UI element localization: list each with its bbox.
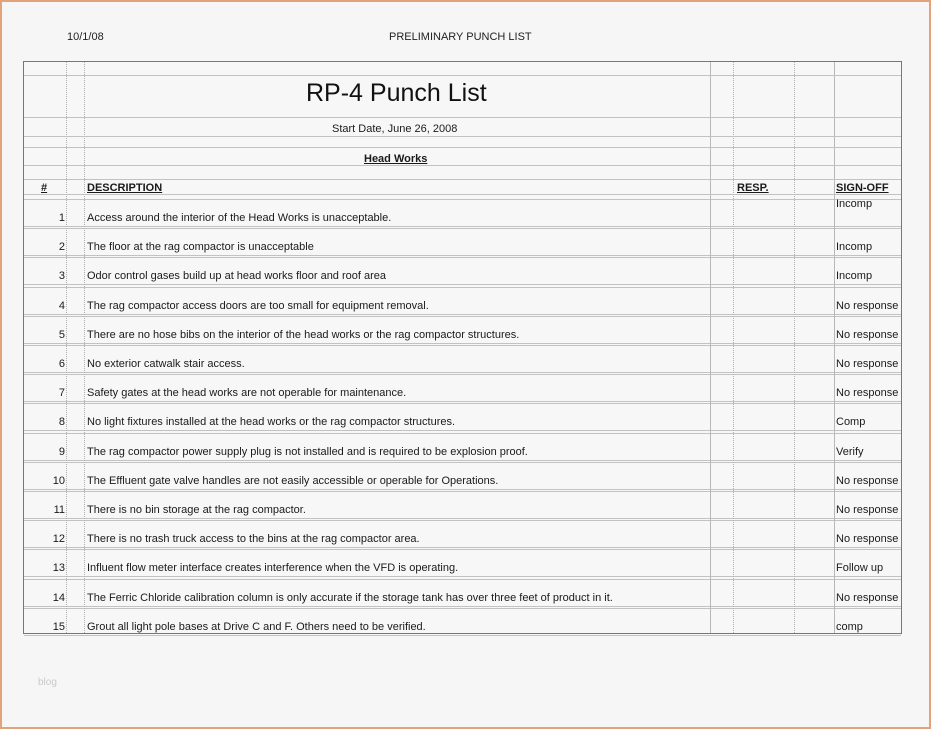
item-description: Influent flow meter interface creates interference when the VFD is operating. xyxy=(87,562,459,575)
column-header-number: # xyxy=(41,182,48,194)
item-description: No light fixtures installed at the head works or the rag compactor structures. xyxy=(87,416,456,429)
item-signoff: comp xyxy=(836,620,863,633)
grid-row-line xyxy=(24,608,901,609)
page-title: RP-4 Punch List xyxy=(306,79,487,107)
grid-row-line xyxy=(24,403,901,404)
item-number: 3 xyxy=(58,270,65,283)
grid-row-line xyxy=(24,547,901,548)
item-number: 9 xyxy=(58,445,65,458)
print-date: 10/1/08 xyxy=(67,31,104,43)
item-description: Safety gates at the head works are not operable for maintenance. xyxy=(87,387,407,400)
grid-row-line xyxy=(24,460,901,461)
item-description: There are no hose bibs on the interior of the head works or the rag compactor structures. xyxy=(87,328,520,341)
grid-row-line xyxy=(24,228,901,229)
item-number: 15 xyxy=(52,620,65,633)
column-header-resp: RESP. xyxy=(737,182,769,194)
grid-row-line xyxy=(24,194,901,195)
grid-row-line xyxy=(24,226,901,227)
grid-row-line xyxy=(24,491,901,492)
print-title: PRELIMINARY PUNCH LIST xyxy=(389,31,532,43)
grid-row-line xyxy=(24,147,901,148)
item-description: The Effluent gate valve handles are not easily accessible or operable for Operations. xyxy=(87,474,499,487)
item-number: 10 xyxy=(52,474,65,487)
grid-row-line xyxy=(24,462,901,463)
grid-row-line xyxy=(24,179,901,180)
grid-row-line xyxy=(24,117,901,118)
item-number: 8 xyxy=(58,416,65,429)
grid-row-line xyxy=(24,136,901,137)
grid-row-line xyxy=(24,257,901,258)
item-number: 5 xyxy=(58,328,65,341)
item-number: 4 xyxy=(58,299,65,312)
item-signoff: No response xyxy=(836,504,899,516)
grid-row-line xyxy=(24,520,901,521)
watermark: blog xyxy=(38,677,57,688)
item-description: Access around the interior of the Head Works is unacceptable. xyxy=(87,212,392,224)
grid-row-line xyxy=(24,579,901,580)
item-signoff: No response xyxy=(836,591,899,604)
item-signoff: Incomp xyxy=(836,198,873,210)
item-description: The floor at the rag compactor is unacceptable xyxy=(87,241,314,254)
column-header-signoff: SIGN-OFF xyxy=(836,182,889,194)
item-signoff: No response xyxy=(836,358,899,370)
grid-row-line xyxy=(24,401,901,402)
item-description: There is no bin storage at the rag compactor. xyxy=(87,504,306,516)
item-signoff: No response xyxy=(836,533,899,546)
item-number: 6 xyxy=(58,358,65,370)
start-date: Start Date, June 26, 2008 xyxy=(332,123,458,135)
item-signoff: Comp xyxy=(836,416,866,429)
item-number: 13 xyxy=(52,562,65,575)
grid-row-line xyxy=(24,75,901,76)
item-number: 11 xyxy=(53,504,65,516)
grid-row-line xyxy=(24,287,901,288)
item-number: 14 xyxy=(52,591,65,604)
grid-row-line xyxy=(24,284,901,285)
grid-row-line xyxy=(24,518,901,519)
item-description: No exterior catwalk stair access. xyxy=(87,358,245,370)
grid-row-line xyxy=(24,635,901,636)
item-description: Grout all light pole bases at Drive C and F. Others need to be verified. xyxy=(87,620,426,633)
item-signoff: Incomp xyxy=(836,270,873,283)
grid-row-line xyxy=(24,430,901,431)
section-heading: Head Works xyxy=(364,153,428,165)
grid-row-line xyxy=(24,606,901,607)
item-description: There is no trash truck access to the bins at the rag compactor area. xyxy=(87,533,420,546)
grid-row-line xyxy=(24,199,901,200)
grid-row-line xyxy=(24,549,901,550)
item-signoff: Incomp xyxy=(836,241,873,254)
item-signoff: No response xyxy=(836,474,899,487)
grid-row-line xyxy=(24,345,901,346)
item-number: 7 xyxy=(58,387,65,400)
item-signoff: No response xyxy=(836,328,899,341)
grid-row-line xyxy=(24,489,901,490)
grid-row-line xyxy=(24,316,901,317)
item-description: The Ferric Chloride calibration column is only accurate if the storage tank has over three feet of product in it. xyxy=(87,591,613,604)
grid-row-line xyxy=(24,576,901,577)
item-signoff: No response xyxy=(836,387,899,400)
item-description: The rag compactor access doors are too small for equipment removal. xyxy=(87,299,429,312)
item-number: 1 xyxy=(58,212,65,224)
punch-list-sheet xyxy=(23,61,902,634)
column-header-description: DESCRIPTION xyxy=(87,182,163,194)
item-description: Odor control gases build up at head works floor and roof area xyxy=(87,270,387,283)
item-signoff: Verify xyxy=(836,445,864,458)
item-signoff: No response xyxy=(836,299,899,312)
grid-row-line xyxy=(24,165,901,166)
grid-row-line xyxy=(24,372,901,373)
item-number: 2 xyxy=(58,241,65,254)
item-signoff: Follow up xyxy=(836,562,884,575)
grid-row-line xyxy=(24,314,901,315)
grid-row-line xyxy=(24,343,901,344)
item-description: The rag compactor power supply plug is not installed and is required to be explosion proof. xyxy=(87,445,528,458)
grid-row-line xyxy=(24,433,901,434)
grid-row-line xyxy=(24,255,901,256)
item-number: 12 xyxy=(52,533,65,546)
grid-row-line xyxy=(24,374,901,375)
